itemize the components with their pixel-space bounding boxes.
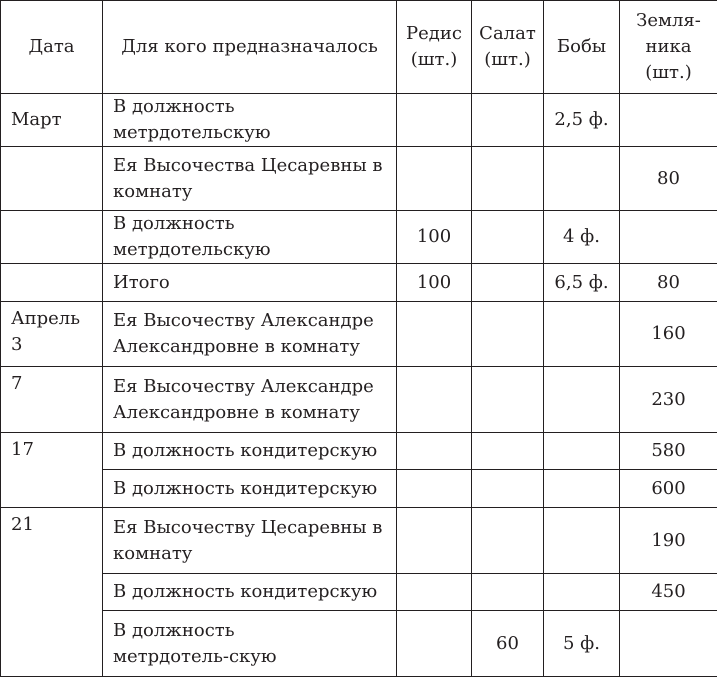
cell-strawberry: 450 [620, 574, 717, 611]
cell-beans: 4 ф. [544, 211, 620, 264]
table-row [1, 94, 717, 147]
cell-date [1, 264, 103, 302]
cell-strawberry: 600 [620, 470, 717, 508]
cell-strawberry: 190 [620, 508, 717, 574]
cell-recipient: В должность кондитерскую [103, 574, 397, 611]
header-radish-line: Редис [406, 23, 462, 44]
cell-recipient: В должность кондитерскую [103, 433, 397, 470]
table-row [1, 264, 717, 302]
header-beans: Бобы [544, 1, 620, 94]
cell-salad [472, 302, 544, 367]
cell-date: Апрель 3 [1, 302, 103, 367]
cell-recipient: В должность метрдотельскую [103, 94, 397, 147]
cell-strawberry [620, 211, 717, 264]
cell-radish [397, 574, 472, 611]
cell-date: 21 [1, 508, 103, 677]
cell-salad [472, 147, 544, 211]
cell-recipient: В должность метрдотель-скую [103, 611, 397, 677]
cell-radish [397, 470, 472, 508]
cell-beans [544, 367, 620, 433]
header-date: Дата [1, 1, 103, 94]
header-radish-unit: (шт.) [411, 49, 457, 70]
table-row [1, 302, 717, 367]
cell-salad [472, 508, 544, 574]
cell-beans [544, 433, 620, 470]
table-row [1, 433, 717, 470]
cell-strawberry: 80 [620, 147, 717, 211]
cell-radish [397, 508, 472, 574]
header-strawberry [620, 1, 717, 94]
cell-radish: 100 [397, 264, 472, 302]
cell-date [1, 211, 103, 264]
cell-recipient: Ея Высочеству Цесаревны в комнату [103, 508, 397, 574]
cell-beans: 5 ф. [544, 611, 620, 677]
table-row [1, 470, 717, 508]
header-salad [472, 1, 544, 94]
header-salad-line: Салат [479, 23, 536, 44]
cell-radish [397, 147, 472, 211]
cell-salad [472, 574, 544, 611]
cell-radish [397, 94, 472, 147]
table-row [1, 508, 717, 574]
header-radish [397, 1, 472, 94]
cell-date [1, 147, 103, 211]
header-strawberry-line1: Земля- [636, 10, 701, 31]
header-strawberry-line2: ника [646, 36, 692, 57]
cell-recipient: В должность кондитерскую [103, 470, 397, 508]
cell-radish [397, 367, 472, 433]
cell-strawberry [620, 94, 717, 147]
cell-radish [397, 302, 472, 367]
table-row [1, 147, 717, 211]
table-row [1, 611, 717, 677]
cell-beans [544, 147, 620, 211]
cell-recipient: Ея Высочества Цесаревны в комнату [103, 147, 397, 211]
cell-radish: 100 [397, 211, 472, 264]
cell-salad: 60 [472, 611, 544, 677]
cell-salad [472, 433, 544, 470]
cell-recipient: Ея Высочеству Александре Александровне в комнату [103, 367, 397, 433]
cell-date: 7 [1, 367, 103, 433]
cell-strawberry: 80 [620, 264, 717, 302]
cell-beans [544, 470, 620, 508]
cell-beans [544, 302, 620, 367]
cell-recipient: Ея Высочеству Александре Александровне в комнату [103, 302, 397, 367]
cell-strawberry: 160 [620, 302, 717, 367]
cell-beans [544, 574, 620, 611]
cell-beans: 6,5 ф. [544, 264, 620, 302]
cell-radish [397, 433, 472, 470]
cell-salad [472, 367, 544, 433]
cell-salad [472, 470, 544, 508]
table-row [1, 367, 717, 433]
cell-date: 17 [1, 433, 103, 508]
table-row [1, 211, 717, 264]
cell-strawberry: 230 [620, 367, 717, 433]
cell-salad [472, 211, 544, 264]
cell-recipient: В должность метрдотельскую [103, 211, 397, 264]
cell-beans: 2,5 ф. [544, 94, 620, 147]
header-strawberry-unit: (шт.) [645, 62, 691, 83]
table-row [1, 574, 717, 611]
cell-salad [472, 94, 544, 147]
cell-strawberry [620, 611, 717, 677]
header-recipient: Для кого предназначалось [103, 1, 397, 94]
cell-strawberry: 580 [620, 433, 717, 470]
cell-date: Март [1, 94, 103, 147]
cell-recipient: Итого [103, 264, 397, 302]
header-salad-unit: (шт.) [484, 49, 530, 70]
cell-radish [397, 611, 472, 677]
cell-salad [472, 264, 544, 302]
header-row [1, 1, 717, 94]
cell-beans [544, 508, 620, 574]
